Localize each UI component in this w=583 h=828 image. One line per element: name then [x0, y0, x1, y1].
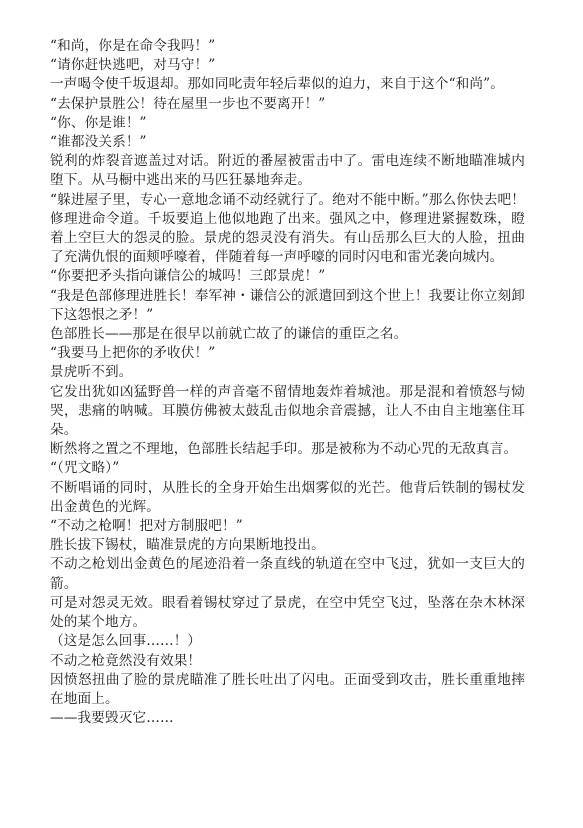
paragraph-22: （这是怎么回事……！） [50, 633, 202, 650]
paragraph-15: 断然将之置之不理地，色部胜长结起手印。那是被称为不动心咒的无敌真言。 [50, 441, 518, 458]
paragraph-3: 一声喝令使千坂退却。那如同叱责年轻后辈似的迫力，来自于这个“和尚”。 [50, 76, 504, 93]
paragraph-8: “躲进屋子里，专心一意地念诵不动经就行了。绝对不能中断。”那么你快去吧！修理进命令道。千坂要追上他似地跑了出来。强风之中，修理进紧握数珠，瞪着上空巨大的怨灵的脸。景虎的怨灵没有消失。有山岳那么巨大的人脸，扭曲了充满仇恨的面颊呼嚎着，伴随着每一声呼嚎的同时闪电和雷光袭向城内。 [50, 191, 525, 266]
paragraph-25: ——我要毁灭它…… [50, 710, 174, 727]
paragraph-6: “谁都没关系！” [50, 134, 147, 151]
paragraph-23: 不动之枪竟然没有效果！ [50, 652, 202, 669]
paragraph-18: “不动之枪啊！把对方制服吧！” [50, 518, 243, 535]
paragraph-7: 锐利的炸裂音遮盖过对话。附近的番屋被雷击中了。雷电连续不断地瞄准城内堕下。从马橱中逃出来的马匹狂暴地奔走。 [50, 153, 525, 189]
paragraph-2: “请你赶快逃吧，对马守！” [50, 57, 216, 74]
paragraph-21: 可是对怨灵无效。眼看着锡杖穿过了景虎，在空中凭空飞过，坠落在杂木林深处的某个地方。 [50, 594, 525, 631]
paragraph-19: 胜长拔下锡杖，瞄准景虎的方向果断地投出。 [50, 537, 325, 554]
paragraph-11: 色部胜长——那是在很早以前就亡故了的谦信的重臣之名。 [50, 326, 408, 343]
paragraph-16: “（咒文略）” [50, 460, 120, 477]
paragraph-5: “你、你是谁！” [50, 114, 147, 131]
document-page [50, 37, 525, 728]
paragraph-9: “你要把矛头指向谦信公的城吗！三郎景虎！” [50, 268, 326, 285]
paragraph-24: 因愤怒扭曲了脸的景虎瞄准了胜长吐出了闪电。正面受到攻击，胜长重重地摔在地面上。 [50, 671, 525, 707]
paragraph-1: “和尚，你是在命令我吗！” [50, 38, 216, 54]
paragraph-17: 不断唱诵的同时，从胜长的全身开始生出烟雾似的光芒。他背后铁制的锡杖发出金黄色的光辉。 [50, 479, 525, 515]
paragraph-13: 景虎听不到。 [50, 364, 133, 381]
paragraph-14: 它发出犹如凶猛野兽一样的声音毫不留情地轰炸着城池。那是混和着愤怒与恸哭，悲痛的呐喊。耳膜仿佛被太鼓乱击似地余音震撼，让人不由自主地塞住耳朵。 [50, 383, 525, 439]
paragraph-20: 不动之枪划出金黄色的尾迹沿着一条直线的轨道在空中飞过，犹如一支巨大的箭。 [50, 556, 525, 592]
paragraph-10: “我是色部修理进胜长！奉军神・谦信公的派遣回到这个世上！我要让你立刻卸下这怨恨之矛！” [50, 287, 525, 323]
paragraph-4: “去保护景胜公！待在屋里一步也不要离开！” [50, 95, 326, 112]
paragraph-12: “我要马上把你的矛收伏！” [50, 345, 216, 362]
